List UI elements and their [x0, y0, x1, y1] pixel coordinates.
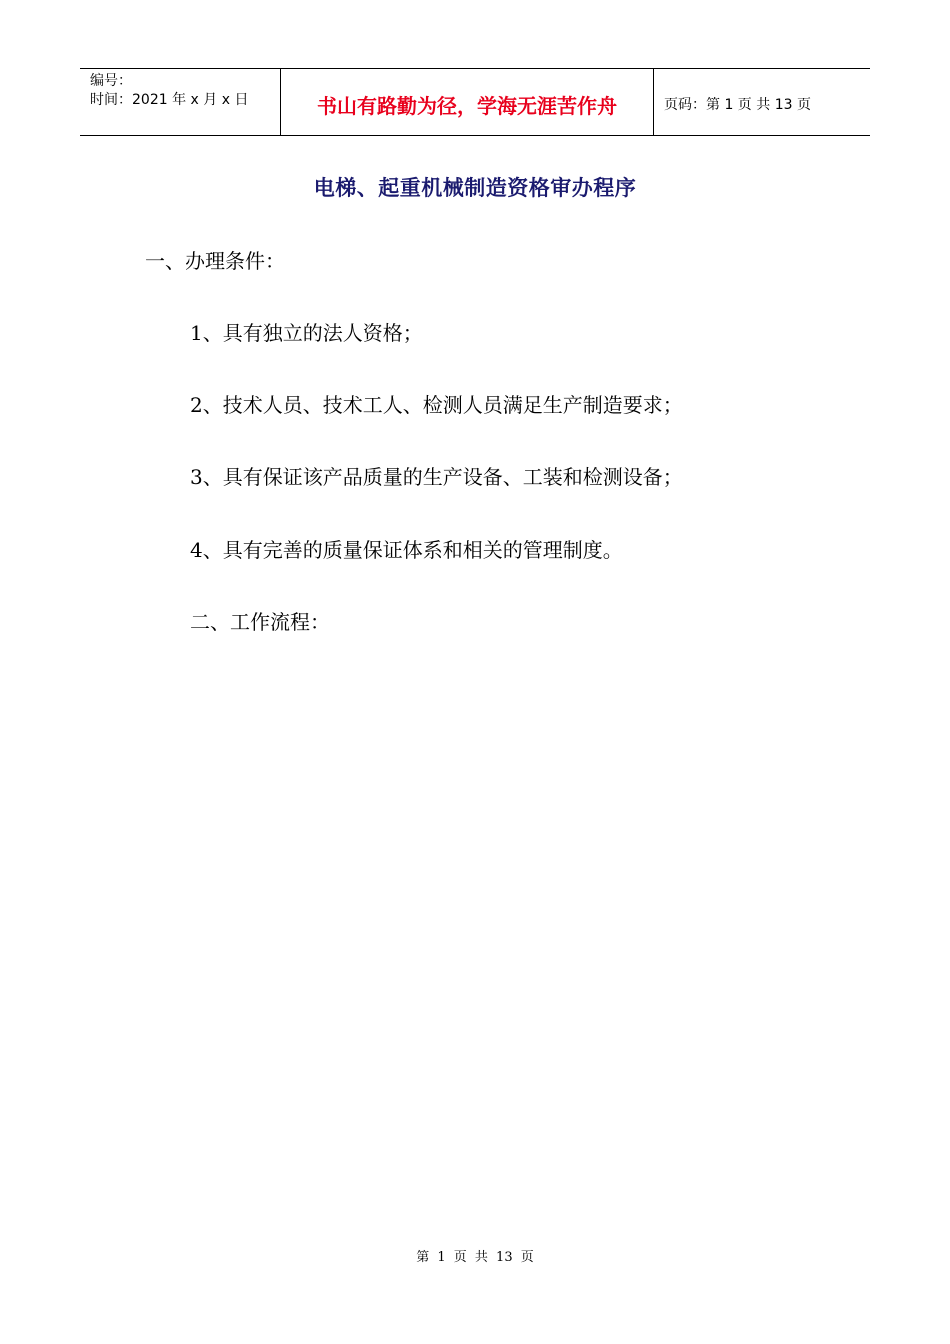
document-title: 电梯、起重机械制造资格审办程序 [313, 176, 637, 200]
header-motto-cell [281, 69, 654, 135]
motto-text: 书山有路勤为径，学海无涯苦作舟 [317, 93, 617, 118]
section-heading-conditions: 一、办理条件： [145, 249, 285, 273]
page-footer: 第 1 页 共 13 页 [416, 1250, 534, 1265]
header-page-cell [654, 69, 870, 135]
number-label: 编号： [90, 73, 132, 89]
condition-item: 2、技术人员、技术工人、检测人员满足生产制造要求； [190, 393, 683, 417]
header-page-info: 页码：第 1 页 共 13 页 [664, 97, 811, 113]
condition-item: 3、具有保证该产品质量的生产设备、工装和检测设备； [190, 465, 683, 489]
header-meta-cell [80, 69, 281, 135]
document-header [80, 68, 870, 136]
condition-item: 4、具有完善的质量保证体系和相关的管理制度。 [190, 538, 623, 562]
section-heading-workflow: 二、工作流程： [190, 610, 330, 634]
condition-item: 1、具有独立的法人资格； [190, 321, 423, 345]
date-label: 时间：2021 年 x 月 x 日 [90, 92, 249, 108]
